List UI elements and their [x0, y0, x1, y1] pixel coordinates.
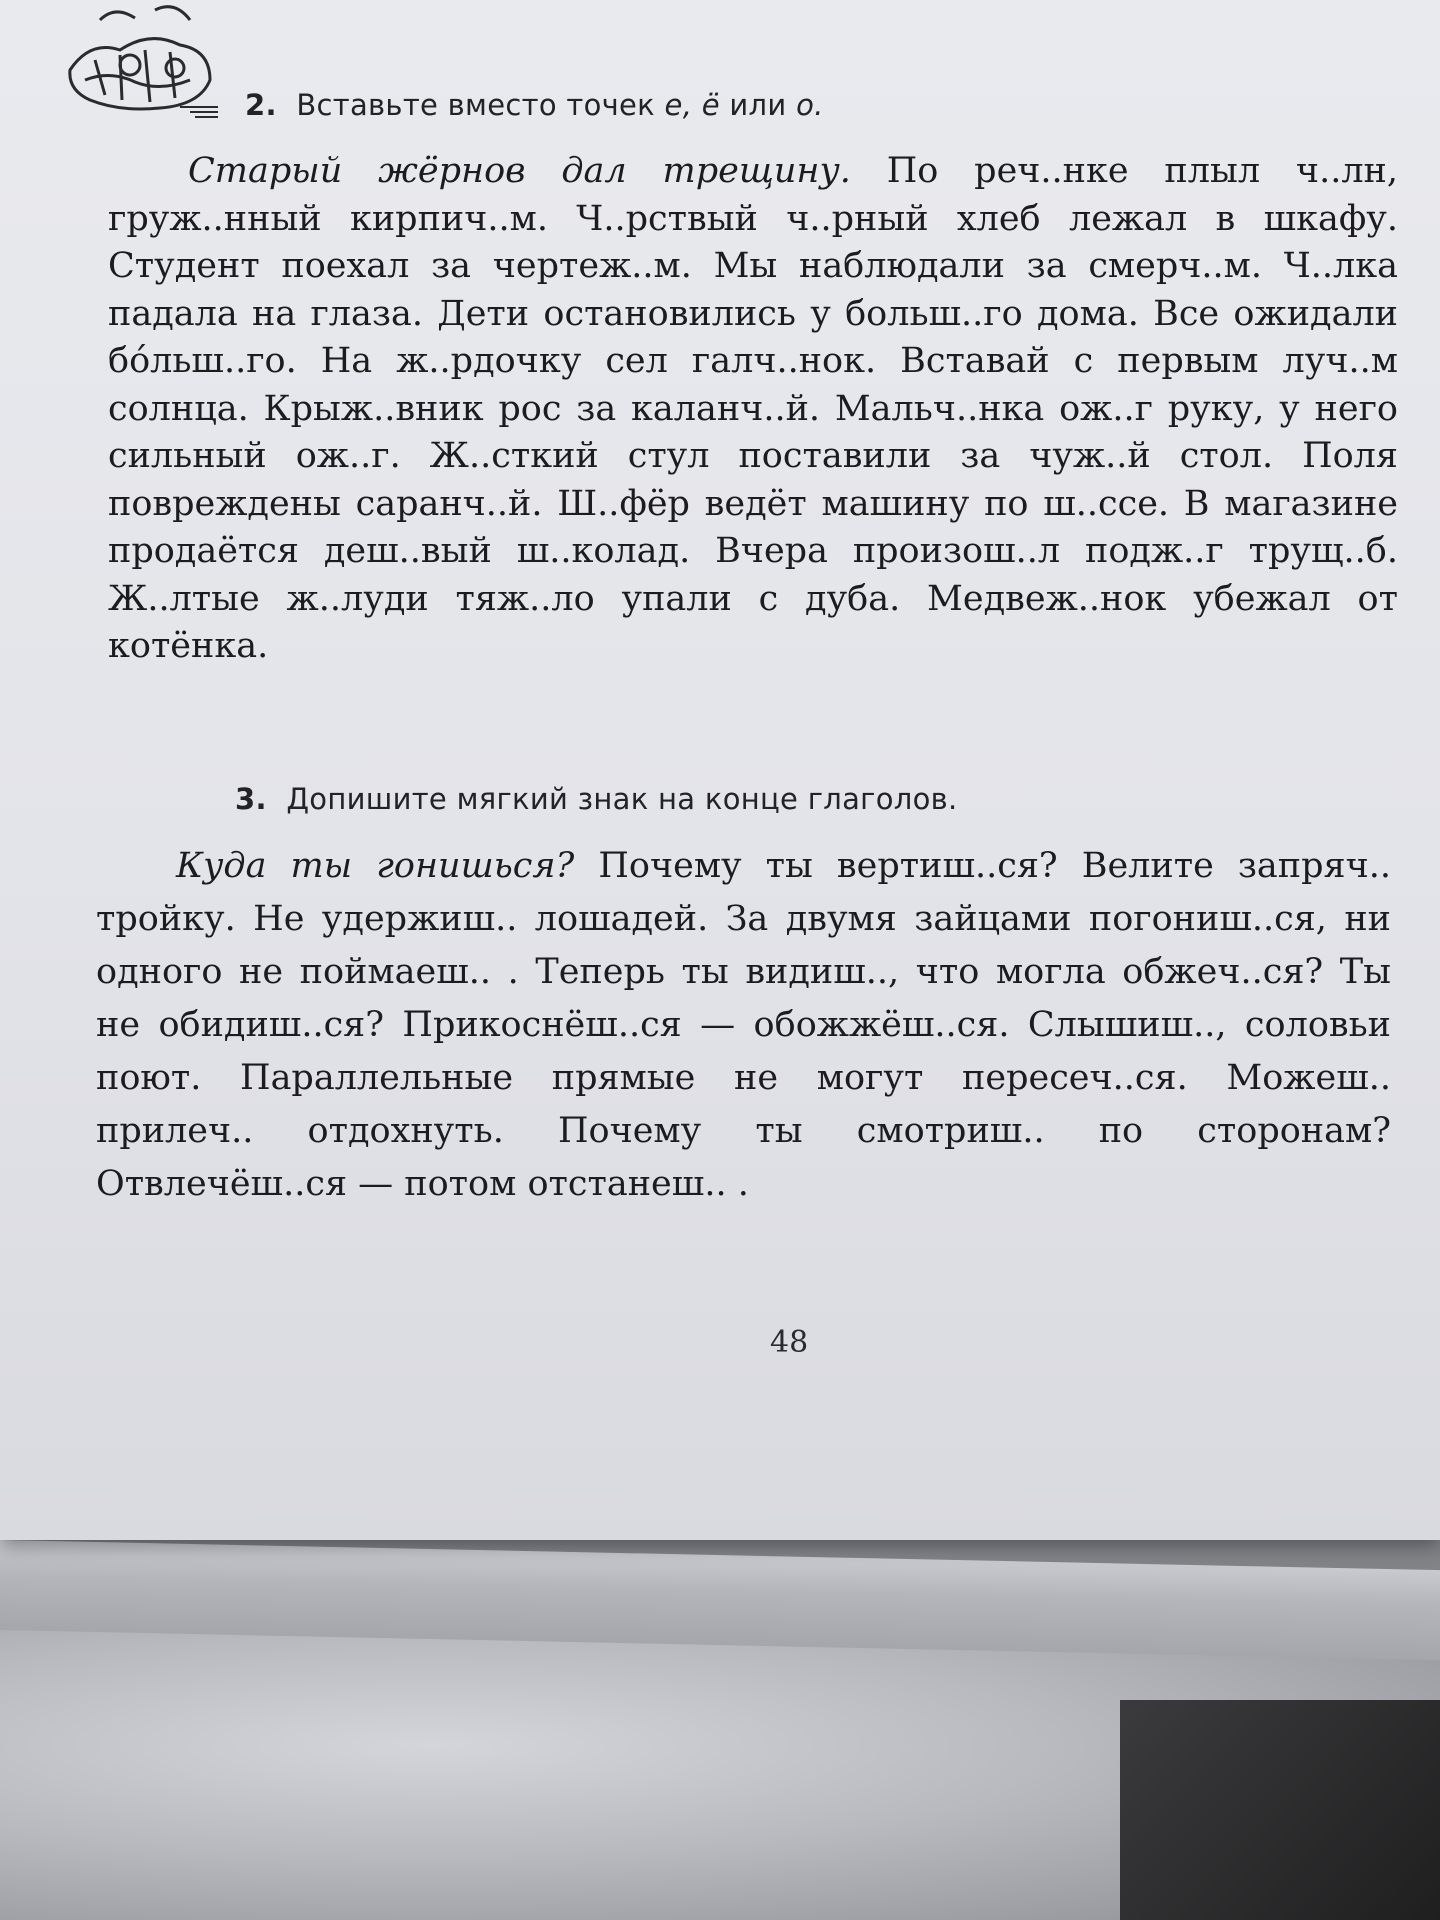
page-number: 48 [770, 1325, 809, 1360]
task-2-letters: е, ё [664, 88, 720, 122]
task-2-exercise-text [108, 148, 1398, 671]
task-3-number: 3. [235, 782, 267, 816]
task-2-instruction: Вставьте вместо точек [296, 88, 656, 122]
background-dark-fabric [1120, 1700, 1440, 1920]
task-2-heading [245, 88, 824, 122]
task-2-body: По реч..нке плыл ч..лн, груж..нный кирпич..м. Ч..рствый ч..рный хлеб лежал в шкафу. Студент поехал за чертеж..м. Мы наблюдали за смерч..м. Ч..лка падала на глаза. Дети остановились у больш..го дома. Все ожидали бо́льш..го. На ж..рдочку сел галч..нок. Вставай с первым луч..м солнца. Крыж..вник рос за каланч..й. Мальч..нка ож..г руку, у него сильный ож..г. Ж..сткий стул поставили за чуж..й стол. Поля повреждены саранч..й. Ш..фёр ведёт машину по ш..ссе. В магазине продаётся деш..вый ш..колад. Вчера произош..л подж..г трущ..б. Ж..лтые ж..луди тяж..ло упали с дуба. Медвеж..нок убежал от котёнка. [108, 151, 1399, 666]
task-3-heading [235, 782, 958, 816]
task-2-number: 2. [245, 88, 277, 122]
decorative-illustration-icon [60, 0, 220, 120]
task-2-last-letter: о. [796, 88, 824, 122]
task-2-joiner: или [729, 88, 787, 122]
task-3-example: Куда ты гонишься? [176, 846, 575, 886]
task-3-body: Почему ты вертиш..ся? Велите запряч.. тройку. Не удержиш.. лошадей. За двумя зайцами погониш..ся, ни одного не поймаеш.. . Теперь ты видиш.., что могла обжеч..ся? Ты не обидиш..ся? Прикоснёш..ся — обожжёш..ся. Слышиш.., соловьи поют. Параллельные прямые не могут пересеч..ся. Можеш.. прилеч.. отдохнуть. Почему ты смотриш.. по сторонам? Отвлечёш..ся — потом отстанеш.. . [96, 846, 1391, 1204]
task-2-example: Старый жёрнов дал трещину. [188, 151, 851, 191]
task-3-exercise-text [96, 840, 1391, 1211]
task-3-instruction: Допишите мягкий знак на конце глаголов. [286, 782, 958, 816]
